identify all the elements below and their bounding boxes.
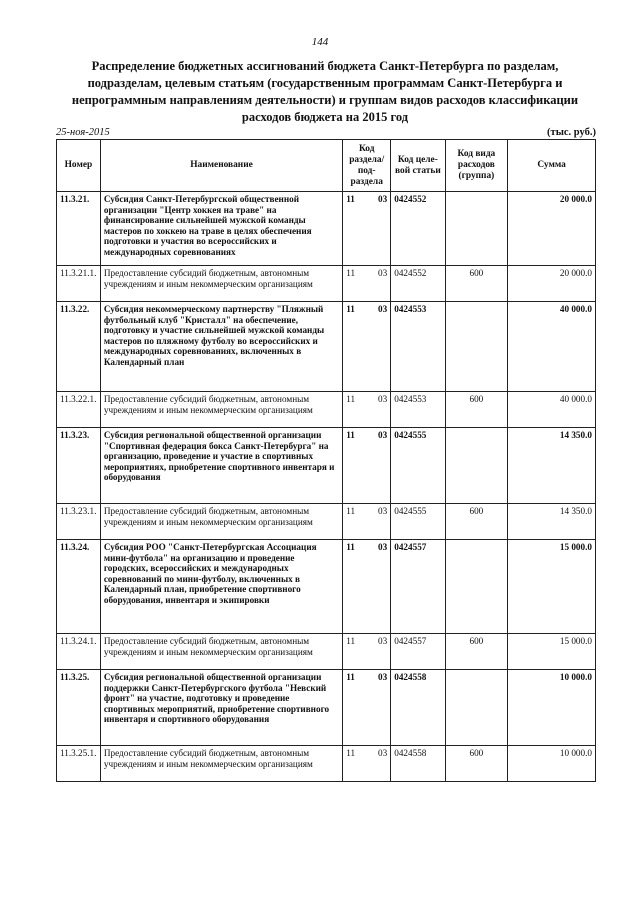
section-code (346, 430, 387, 441)
row-kind-code (445, 428, 508, 504)
row-kind-code (445, 670, 508, 746)
section-code (346, 268, 387, 279)
row-name: Субсидия некоммерческому партнерству "Пляжный футбольный клуб "Кристалл" на обеспечение, подготовку и участие сильнейшей мужской команды мастеров по пляжному футболу во всероссийских и международных соревнованиях, включенных в Календарный план (100, 302, 342, 392)
row-target-code: 0424557 (391, 634, 445, 670)
row-number: 11.3.25. (57, 670, 101, 746)
section-code-minor: 03 (378, 748, 388, 758)
row-section (343, 192, 391, 266)
table-body (57, 192, 596, 782)
section-code-major: 11 (346, 636, 356, 646)
row-kind-code (445, 302, 508, 392)
section-code-major: 11 (346, 672, 355, 682)
row-sum: 20 000.0 (508, 192, 596, 266)
section-code-minor: 03 (378, 394, 388, 404)
header-kind: Код вида расходов (группа) (445, 140, 508, 192)
section-code-major: 11 (346, 268, 356, 278)
row-target-code: 0424552 (391, 192, 445, 266)
row-sum: 10 000.0 (508, 746, 596, 782)
section-code (346, 748, 387, 759)
row-sum: 14 350.0 (508, 428, 596, 504)
row-kind-code (445, 192, 508, 266)
table-row (57, 670, 596, 746)
row-target-code: 0424552 (391, 266, 445, 302)
units-label: (тыс. руб.) (547, 127, 596, 138)
row-target-code: 0424553 (391, 302, 445, 392)
section-code (346, 672, 387, 683)
row-section (343, 634, 391, 670)
header-section: Код раздела/ под-раздела (343, 140, 391, 192)
row-target-code: 0424553 (391, 392, 445, 428)
table-row (57, 302, 596, 392)
table-row (57, 266, 596, 302)
section-code-minor: 03 (378, 542, 388, 552)
row-number: 11.3.24.1. (57, 634, 101, 670)
row-kind-code (445, 540, 508, 634)
row-target-code: 0424557 (391, 540, 445, 634)
row-number: 11.3.23.1. (57, 504, 101, 540)
row-kind-code: 600 (445, 746, 508, 782)
row-section (343, 746, 391, 782)
row-name: Предоставление субсидий бюджетным, автономным учреждениям и иным некоммерческим организациям (100, 634, 342, 670)
section-code-minor: 03 (378, 304, 388, 314)
section-code-major: 11 (346, 542, 355, 552)
row-sum: 14 350.0 (508, 504, 596, 540)
section-code-minor: 03 (378, 268, 388, 278)
table-row (57, 428, 596, 504)
row-name: Субсидия Санкт-Петербургской общественной организации "Центр хоккея на траве" на финансирование сильнейшей мужской команды мастеров по хоккею на траве в целях обеспечения подготовки и участия во всероссийских и международных соревнованиях (100, 192, 342, 266)
table-row (57, 540, 596, 634)
row-number: 11.3.23. (57, 428, 101, 504)
section-code-major: 11 (346, 430, 355, 440)
section-code (346, 304, 387, 315)
section-code-major: 11 (346, 748, 356, 758)
header-name: Наименование (100, 140, 342, 192)
row-kind-code: 600 (445, 392, 508, 428)
row-name: Предоставление субсидий бюджетным, автономным учреждениям и иным некоммерческим организациям (100, 746, 342, 782)
table-row (57, 634, 596, 670)
section-code-minor: 03 (378, 636, 388, 646)
row-sum: 40 000.0 (508, 302, 596, 392)
row-name: Предоставление субсидий бюджетным, автономным учреждениям и иным некоммерческим организациям (100, 504, 342, 540)
section-code-minor: 03 (378, 430, 388, 440)
row-section (343, 428, 391, 504)
row-target-code: 0424555 (391, 428, 445, 504)
row-number: 11.3.24. (57, 540, 101, 634)
row-name: Предоставление субсидий бюджетным, автономным учреждениям и иным некоммерческим организациям (100, 392, 342, 428)
row-kind-code: 600 (445, 634, 508, 670)
section-code (346, 506, 387, 517)
page-number: 144 (311, 36, 329, 48)
section-code-major: 11 (346, 394, 356, 404)
table-row (57, 504, 596, 540)
row-section (343, 540, 391, 634)
table-row (57, 392, 596, 428)
section-code-major: 11 (346, 506, 356, 516)
section-code-minor: 03 (378, 194, 388, 204)
section-code-major: 11 (346, 194, 355, 204)
row-section (343, 670, 391, 746)
section-code-major: 11 (346, 304, 355, 314)
section-code (346, 194, 387, 205)
row-number: 11.3.21. (57, 192, 101, 266)
document-title: Распределение бюджетных ассигнований бюджета Санкт-Петербурга по разделам, подразделам, целевым статьям (государственным программам Санкт-Петербурга и непрограммным направлениям деятельности) и группам видов расходов классификации расходов бюджета на 2015 год (71, 59, 579, 124)
section-code (346, 636, 387, 647)
row-sum: 10 000.0 (508, 670, 596, 746)
row-section (343, 266, 391, 302)
row-name: Субсидия региональной общественной организации поддержки Санкт-Петербургского футбола "Невский фронт" на участие, подготовку и проведение спортивных мероприятий, приобретение спортивного инвентаря и спортивного оборудования (100, 670, 342, 746)
row-target-code: 0424555 (391, 504, 445, 540)
row-sum: 40 000.0 (508, 392, 596, 428)
header-number: Номер (57, 140, 101, 192)
budget-table (56, 139, 596, 782)
row-name: Субсидия региональной общественной организации "Спортивная федерация бокса Санкт-Петербурга" на организацию, проведение и участие в спортивных мероприятиях, приобретение спортивного инвентаря и оборудования (100, 428, 342, 504)
row-sum: 20 000.0 (508, 266, 596, 302)
row-sum: 15 000.0 (508, 540, 596, 634)
section-code-minor: 03 (378, 506, 388, 516)
document-date: 25-ноя-2015 (56, 127, 110, 138)
table-row (57, 746, 596, 782)
section-code-minor: 03 (378, 672, 388, 682)
row-name: Субсидия РОО "Санкт-Петербургская Ассоциация мини-футбола" на организацию и проведение городских, всероссийских и международных соревнований по мини-футболу, включенных в Календарный план, приобретение спортивного оборудования, инвентаря и экипировки (100, 540, 342, 634)
row-kind-code: 600 (445, 266, 508, 302)
row-name: Предоставление субсидий бюджетным, автономным учреждениям и иным некоммерческим организациям (100, 266, 342, 302)
row-section (343, 392, 391, 428)
header-target: Код целе-вой статьи (391, 140, 445, 192)
row-number: 11.3.21.1. (57, 266, 101, 302)
row-number: 11.3.22. (57, 302, 101, 392)
header-sum: Сумма (508, 140, 596, 192)
row-target-code: 0424558 (391, 670, 445, 746)
row-section (343, 302, 391, 392)
section-code (346, 394, 387, 405)
row-target-code: 0424558 (391, 746, 445, 782)
section-code (346, 542, 387, 553)
row-number: 11.3.22.1. (57, 392, 101, 428)
row-kind-code: 600 (445, 504, 508, 540)
table-header (57, 140, 596, 192)
row-sum: 15 000.0 (508, 634, 596, 670)
table-row (57, 192, 596, 266)
row-section (343, 504, 391, 540)
row-number: 11.3.25.1. (57, 746, 101, 782)
